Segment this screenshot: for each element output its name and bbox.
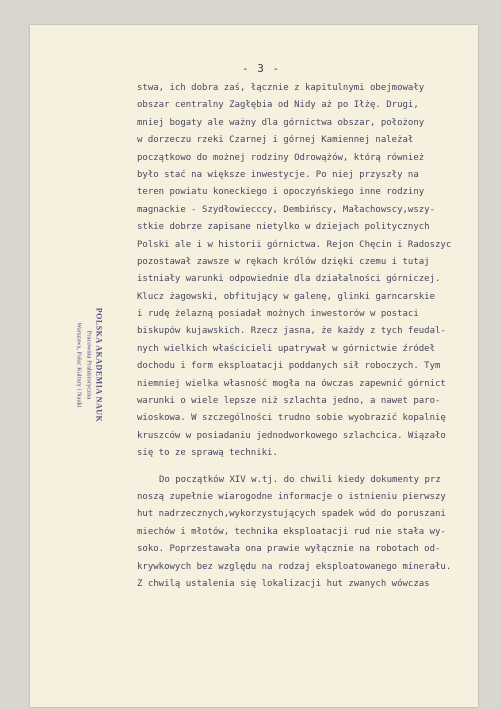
text-line: Z chwilą ustalenia się lokalizacji hut zwanych wówczas (137, 578, 430, 589)
text-line: kruszców w posiadaniu jednodworkowego szlachcica. Wiązało (137, 430, 446, 441)
paragraph-1 (137, 80, 472, 463)
paragraph-2 (137, 472, 472, 594)
text-line: istniały warunki odpowiednie dla działalności górniczej. (137, 274, 441, 285)
text-line: mniej bogaty ale ważny dla górnictwa obszar, położony (137, 117, 425, 128)
text-line: magnackie - Szydłowiecccy, Dembińscy, Małachowscy,wszy- (137, 204, 436, 215)
text-line: noszą zupełnie wiarogodne informacje o istnieniu pierwszy (137, 491, 446, 502)
text-line: pozostawał zawsze w rękach królów dzięki czemu i tutaj (137, 256, 430, 267)
text-line: Do początków XIV w.tj. do chwili kiedy dokumenty prz (159, 474, 441, 485)
stamp-line-2: Pracownia Prahistoryczna (85, 330, 93, 400)
text-line: niemniej wielka własność mogła na ówczas zapewnić górnict (137, 378, 446, 389)
text-line: było stać na większe inwestycje. Po niej przyszły na (137, 169, 419, 180)
institution-stamp (54, 305, 124, 425)
text-line: nych wielkich właścicieli upatrywał w górnictwie źródeł (137, 343, 436, 354)
text-line: hut nadrzecznych,wykorzystujących spadek wód do poruszani (137, 509, 446, 520)
text-line: Klucz żagowski, obfitujący w galenę, glinki garncarskie (137, 291, 436, 302)
page-number: - 3 - (242, 62, 281, 75)
text-line: soko. Poprzestawała ona prawie wyłącznie na robotach od- (137, 544, 441, 555)
text-line: stkie dobrze zapisane nietylko w dziejach politycznych (137, 222, 430, 233)
text-line: początkowo do możnej rodziny Odrowążów, którą również (137, 152, 425, 163)
text-line: biskupów kujawskich. Rzecz jasna, że każdy z tych feudal- (137, 326, 446, 337)
text-line: dochodu i form eksploatacji poddanych sił roboczych. Tym (137, 361, 441, 372)
text-line: Polski ale i w historii górnictwa. Rejon Chęcin i Radoszyc (137, 239, 452, 250)
text-line: w dorzeczu rzeki Czarnej i górnej Kamiennej należał (137, 135, 414, 146)
stamp-line-1: POLSKA AKADEMIA NAUK (94, 307, 104, 423)
text-line: warunki o wiele lepsze niż szlachta jedno, a nawet paro- (137, 396, 441, 407)
text-line: obszar centralny Zagłębia od Nidy aż po Iłżę. Drugi, (137, 100, 419, 111)
text-line: teren powiatu koneckiego i opoczyńskiego inne rodziny (137, 187, 425, 198)
text-line: i rudę żelazną posiadał możnych inwestorów w postaci (137, 309, 419, 320)
text-line: stwa, ich dobra zaś, łącznie z kapitulnymi obejmowały (137, 83, 425, 93)
text-line: się to ze sprawą techniki. (137, 448, 278, 459)
stamp-line-3: Warszawa, Pałac Kultury i Nauki (75, 322, 83, 408)
text-line: wioskowa. W szczególności trudno sobie wyobrazić kopalnię (137, 413, 446, 424)
paragraph-gap (137, 463, 472, 472)
text-line: miechów i młotów, technika eksploatacji rud nie stała wy- (137, 526, 446, 537)
body-text (137, 80, 472, 593)
text-line: krywkowych bez względu na rodzaj eksploatowanego minerału. (137, 561, 452, 572)
